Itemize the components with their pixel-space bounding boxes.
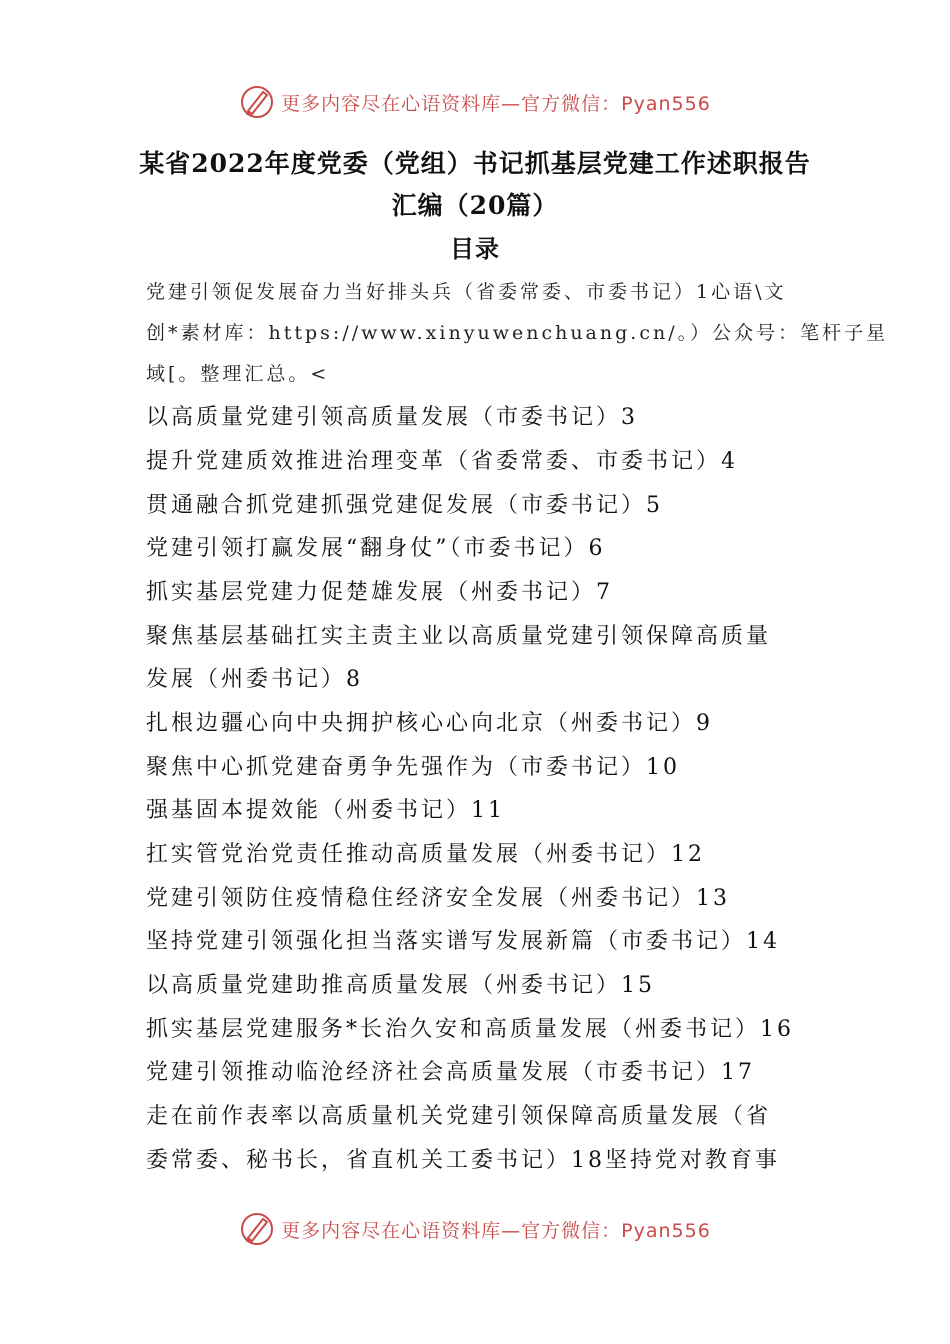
- pen-logo-icon: [239, 1211, 275, 1247]
- toc-entry: 扛实管党治党责任推动高质量发展（州委书记）12: [146, 842, 705, 867]
- toc-entry: 聚焦中心抓党建奋勇争先强作为（市委书记）10: [146, 755, 680, 780]
- toc-entry: 走在前作表率以高质量机关党建引领保障高质量发展（省: [146, 1104, 772, 1129]
- watermark-label: 更多内容尽在心语资料库—官方微信：: [281, 1219, 622, 1242]
- toc-entry: 以高质量党建引领高质量发展（市委书记）3: [146, 405, 638, 430]
- document-title-line-1: 某省2022年度党委（党组）书记抓基层党建工作述职报告: [139, 149, 811, 178]
- watermark-banner-top: [0, 82, 950, 122]
- toc-entry: 以高质量党建助推高质量发展（州委书记）15: [146, 973, 655, 998]
- watermark-text: [281, 1216, 711, 1243]
- toc-entry: 发展（州委书记）8: [146, 667, 363, 692]
- toc-entry: 提升党建质效推进治理变革（省委常委、市委书记）4: [146, 449, 738, 474]
- watermark-text: [281, 89, 711, 116]
- toc-heading: 目录: [450, 234, 500, 263]
- toc-entry: 强基固本提效能（州委书记）11: [146, 798, 505, 823]
- toc-entry: 聚焦基层基础扛实主责主业以高质量党建引领保障高质量: [146, 624, 772, 649]
- toc-entry: 扎根边疆心向中央拥护核心心向北京（州委书记）9: [146, 711, 713, 736]
- pen-logo-icon: [239, 84, 275, 120]
- toc-entry: 贯通融合抓党建抓强党建促发展（市委书记）5: [146, 493, 663, 518]
- toc-entry: 抓实基层党建服务*长治久安和高质量发展（州委书记）16: [146, 1017, 794, 1042]
- toc-entry: 党建引领打赢发展“翻身仗”（市委书记）6: [146, 536, 606, 561]
- toc-entry: 党建引领防住疫情稳住经济安全发展（州委书记）13: [146, 886, 730, 911]
- toc-entry: 党建引领推动临沧经济社会高质量发展（市委书记）17: [146, 1060, 755, 1085]
- toc-entry: 坚持党建引领强化担当落实谱写发展新篇（市委书记）14: [146, 929, 780, 954]
- watermark-wechat-id: Pyan556: [621, 92, 711, 115]
- intro-line: 创*素材库：https://www.xinyuwenchuang.cn/。）公众号：笔杆子星: [146, 322, 889, 344]
- intro-line: 域[。整理汇总。<: [146, 363, 330, 385]
- toc-entry: 抓实基层党建力促楚雄发展（州委书记）7: [146, 580, 613, 605]
- document-title-line-2: 汇编（20篇）: [391, 191, 559, 220]
- watermark-banner-bottom: [0, 1209, 950, 1249]
- watermark-wechat-id: Pyan556: [621, 1219, 711, 1242]
- intro-line: 党建引领促发展奋力当好排头兵（省委常委、市委书记）1心语\文: [146, 281, 787, 303]
- watermark-label: 更多内容尽在心语资料库—官方微信：: [281, 92, 622, 115]
- toc-entry: 委常委、秘书长，省直机关工委书记）18坚持党对教育事: [146, 1148, 780, 1173]
